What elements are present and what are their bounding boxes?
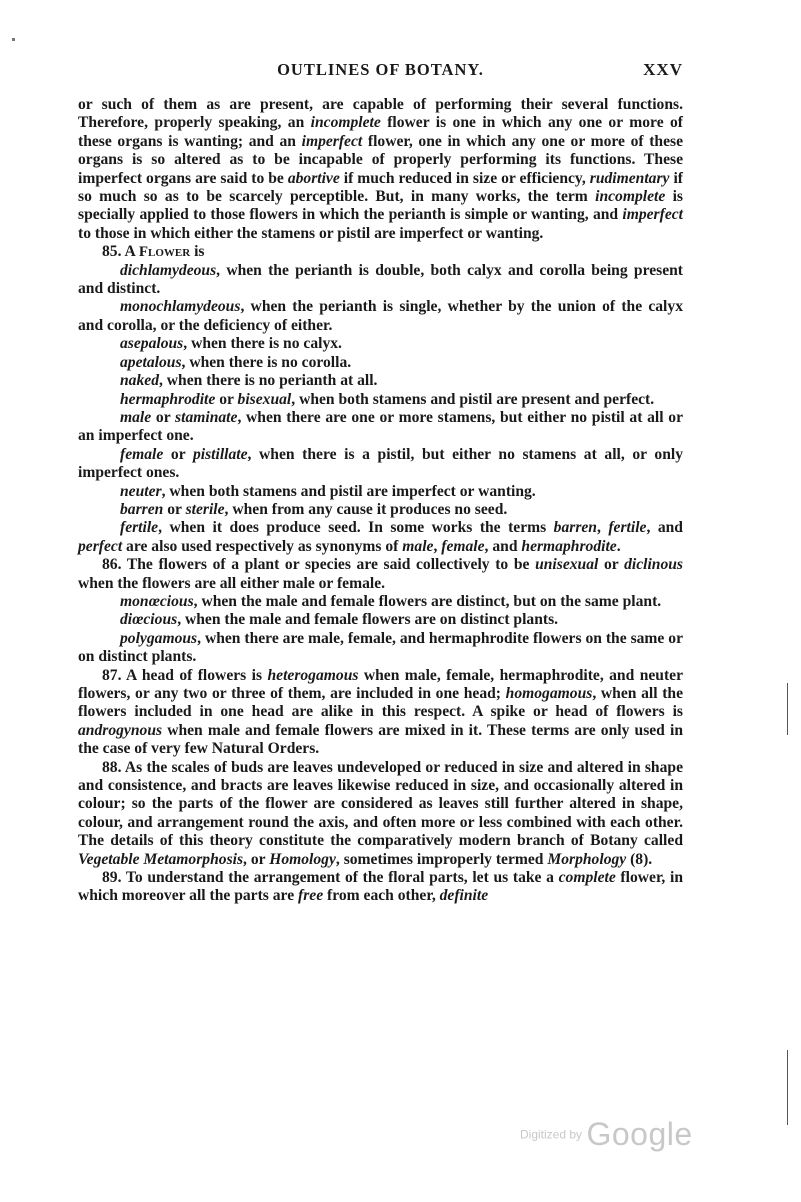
watermark-prefix: Digitized by — [520, 1127, 583, 1142]
running-title: OUTLINES OF BOTANY. — [277, 60, 484, 79]
margin-line-mark — [787, 1050, 788, 1125]
paragraph: naked, when there is no perianth at all. — [120, 372, 378, 390]
paragraph: male or staminate, when there are one or more stamens, but either no pistil at all or an imperfect one. — [78, 408, 684, 445]
paragraph: 87. A head of flowers is heterogamous when male, female, hermaphrodite, and neuter flowers, or any two or three of them, are included in one head; homogamous, when all the flowers included in one head are alike in this respect. A spike or head of flowers is androgynous when male and female flowers are mixed in it. These terms are only used in the case of very few Natural Orders. — [78, 666, 683, 758]
paragraph: 88. As the scales of buds are leaves undeveloped or reduced in size and altered in shape and consistence, and bracts are leaves likewise reduced in size, and occasionally altered in colour; so the parts of the flower are considered as leaves still further altered in shape, colour, and arrangement round the axis, and often more or less combined with each other. The details of this theory constitute the comparatively modern branch of Botany called Vegetable Metamorphosis, or Homology, sometimes improperly termed Morphology (8). — [78, 758, 683, 868]
google-logo: Google — [586, 1116, 693, 1152]
paragraph: fertile, when it does produce seed. In some works the terms barren, fertile, and perfect are also used respectively as synonyms of male, female, and hermaphrodite. — [78, 519, 683, 555]
paragraph: female or pistillate, when there is a pistil, but either no stamens at all, or only imperfect ones. — [78, 445, 684, 482]
paragraph: 86. The flowers of a plant or species are said collectively to be unisexual or diclinous when the flowers are all either male or female. — [78, 556, 683, 592]
paragraph: monœcious, when the male and female flowers are distinct, but on the same plant. — [120, 592, 662, 610]
margin-line-mark — [787, 683, 788, 735]
page-number: XXV — [643, 60, 683, 79]
paragraph: or such of them as are present, are capable of performing their several functions. Therefore, properly speaking, an incomplete flower is one in which any one or more of these organs is wanting; and an imperfect flower, one in which any one or more of these organs is so altered as to be incapable of properly performing its functions. These imperfect organs are said to be abortive if much reduced in size or efficiency, rudimentary if so much so as to be scarcely perceptible. But, in many works, the term incomplete is specially applied to those flowers in which the perianth is simple or wanting, and imperfect to those in which either the stamens or pistil are imperfect or wanting. — [78, 96, 683, 242]
paragraph: barren or sterile, when from any cause it produces no seed. — [120, 500, 508, 518]
running-header — [78, 60, 683, 84]
paragraph: hermaphrodite or bisexual, when both stamens and pistil are present and perfect. — [120, 390, 655, 408]
digitized-watermark — [520, 1116, 693, 1156]
scan-speck — [12, 38, 15, 41]
paragraph: neuter, when both stamens and pistil are imperfect or wanting. — [120, 482, 536, 500]
paragraph: polygamous, when there are male, female, and hermaphrodite flowers on the same or on distinct plants. — [78, 629, 683, 666]
paragraph: dichlamydeous, when the perianth is double, both calyx and corolla being present and distinct. — [78, 261, 683, 298]
body-text — [78, 96, 683, 906]
paragraph: apetalous, when there is no corolla. — [120, 353, 352, 371]
paragraph: monochlamydeous, when the perianth is single, whether by the union of the calyx and corolla, or the deficiency of either. — [78, 298, 683, 334]
paragraph: 85. A Flower is — [102, 243, 205, 261]
paragraph: diœcious, when the male and female flowers are on distinct plants. — [120, 611, 559, 629]
paragraph: 89. To understand the arrangement of the floral parts, let us take a complete flower, in which moreover all the parts are free from each other, definite — [78, 869, 684, 905]
paragraph: asepalous, when there is no calyx. — [120, 335, 342, 353]
